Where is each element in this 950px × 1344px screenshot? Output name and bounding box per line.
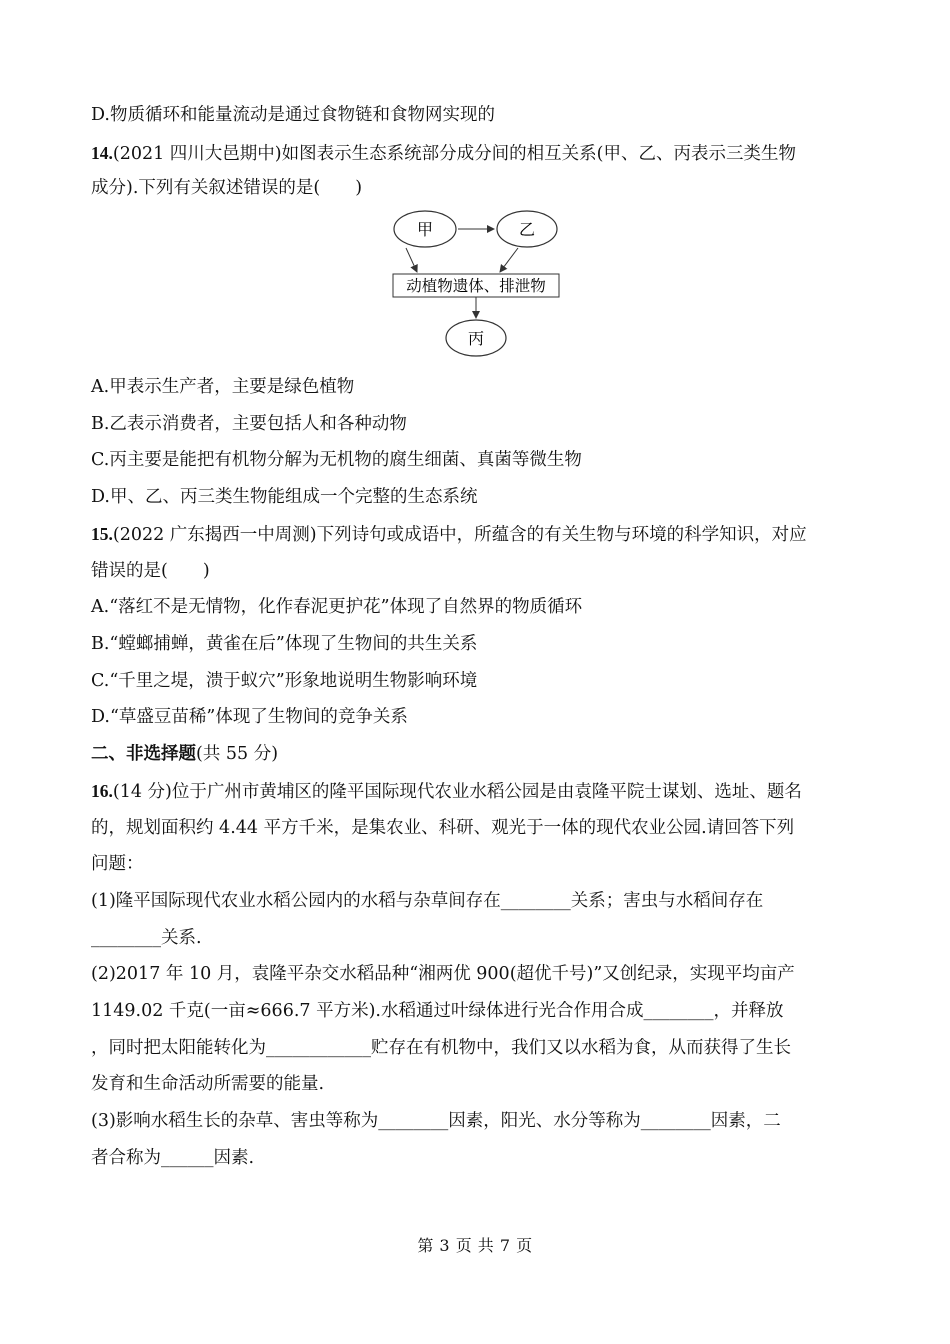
q15-number: 15. bbox=[91, 524, 113, 544]
node-bing-label: 丙 bbox=[467, 329, 485, 348]
q15-option-b: B.“螳螂捕蝉，黄雀在后”体现了生物间的共生关系 bbox=[91, 634, 478, 654]
q16-part2-line1: (2)2017 年 10 月，袁隆平杂交水稻品种“湘两优 900(超优千号)”又创纪录，实现平均亩产 bbox=[91, 964, 795, 984]
q16-stem bbox=[91, 779, 802, 804]
q16-part1-line2: ________关系. bbox=[91, 928, 202, 948]
ecosystem-diagram bbox=[380, 200, 580, 370]
section-heading bbox=[91, 742, 278, 766]
q16-line3: 问题： bbox=[91, 854, 144, 874]
q15-stem-line2: 错误的是( ) bbox=[91, 561, 210, 581]
q15-option-c: C.“千里之堤，溃于蚁穴”形象地说明生物影响环境 bbox=[91, 671, 478, 691]
q14-option-c: C.丙主要是能把有机物分解为无机物的腐生细菌、真菌等微生物 bbox=[91, 450, 582, 470]
q14-option-b: B.乙表示消费者，主要包括人和各种动物 bbox=[91, 414, 407, 434]
q14-stem bbox=[91, 141, 796, 166]
node-yi-label: 乙 bbox=[518, 220, 536, 239]
q15-option-d: D.“草盛豆苗稀”体现了生物间的竞争关系 bbox=[91, 707, 408, 727]
q16-part3-line1: (3)影响水稻生长的杂草、害虫等称为________因素，阳光、水分等称为________因素，二 bbox=[91, 1111, 781, 1131]
remains-box-label: 动植物遗体、排泄物 bbox=[406, 277, 546, 295]
q16-part1-line1: (1)隆平国际现代农业水稻公园内的水稻与杂草间存在________关系；害虫与水稻间存在 bbox=[91, 891, 764, 911]
q16-part2-line2: 1149.02 千克(一亩≈666.7 平方米).水稻通过叶绿体进行光合作用合成________，并释放 bbox=[91, 1001, 784, 1021]
q15-stem-line1: (2022 广东揭西一中周测)下列诗句或成语中，所蕴含的有关生物与环境的科学知识，对应 bbox=[112, 525, 807, 545]
q15-stem bbox=[91, 522, 807, 547]
q13-option-d: D.物质循环和能量流动是通过食物链和食物网实现的 bbox=[91, 105, 495, 125]
arrow-jia-to-box bbox=[406, 248, 417, 272]
q14-stem-line2: 成分).下列有关叙述错误的是( ) bbox=[91, 178, 363, 198]
q14-stem-line1: (2021 四川大邑期中)如图表示生态系统部分成分间的相互关系(甲、乙、丙表示三类生物 bbox=[112, 144, 796, 164]
q16-part2-line4: 发育和生命活动所需要的能量. bbox=[91, 1074, 325, 1094]
q16-part3-line2: 者合称为______因素. bbox=[91, 1148, 255, 1168]
q15-option-a: A.“落红不是无情物，化作春泥更护花”体现了自然界的物质循环 bbox=[91, 597, 583, 617]
q16-part2-line3: ，同时把太阳能转化为____________贮存在有机物中，我们又以水稻为食，从而获得了生长 bbox=[91, 1038, 791, 1058]
q14-option-d: D.甲、乙、丙三类生物能组成一个完整的生态系统 bbox=[91, 487, 478, 507]
q14-option-a: A.甲表示生产者，主要是绿色植物 bbox=[91, 377, 355, 397]
section-score: (共 55 分) bbox=[196, 744, 279, 764]
section-title: 二、非选择题 bbox=[91, 744, 196, 764]
q16-number: 16. bbox=[91, 781, 113, 801]
node-jia-label: 甲 bbox=[416, 220, 434, 239]
q16-line2: 的，规划面积约 4.44 平方千米，是集农业、科研、观光于一体的现代农业公园.请回答下列 bbox=[91, 818, 795, 838]
q16-line1: (14 分)位于广州市黄埔区的隆平国际现代农业水稻公园是由袁隆平院士谋划、选址、题名 bbox=[112, 782, 802, 802]
page-footer: 第 3 页 共 7 页 bbox=[417, 1236, 533, 1255]
arrow-yi-to-box bbox=[500, 248, 518, 272]
q14-number: 14. bbox=[91, 143, 113, 163]
